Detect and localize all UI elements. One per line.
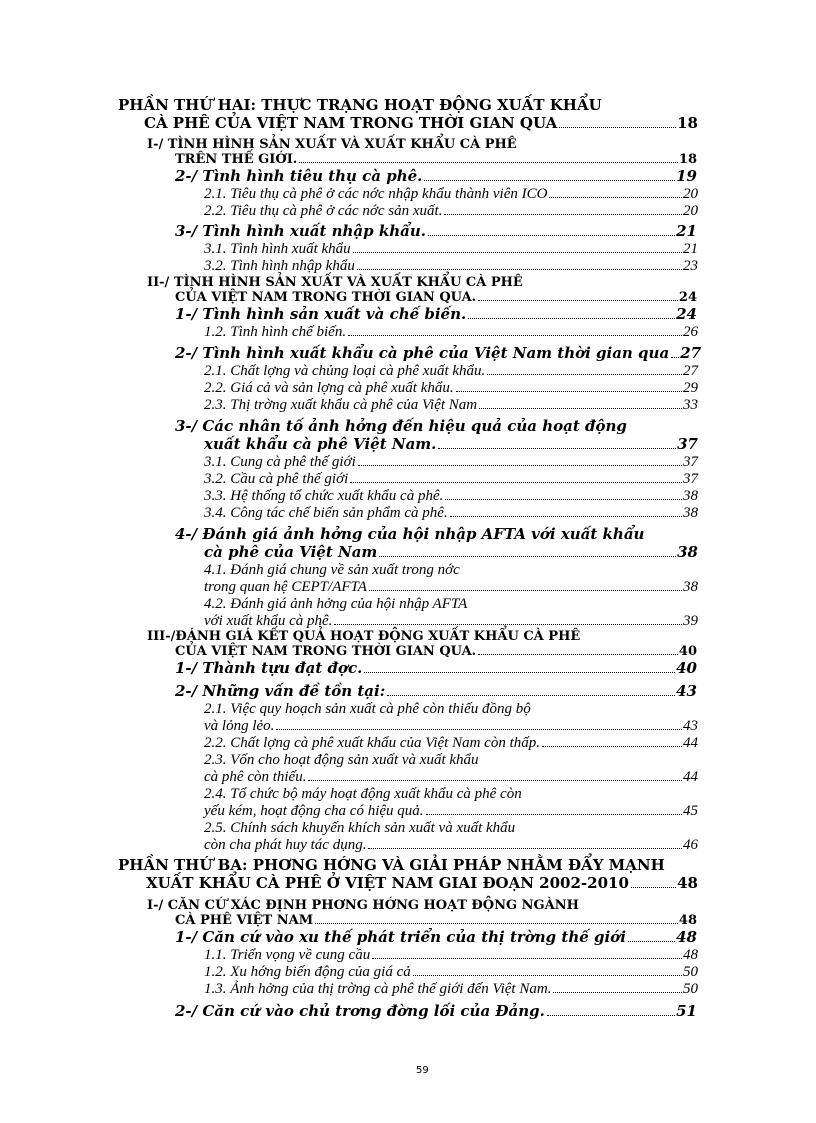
toc-entry: 2.3. Thị trờng xuất khẩu cà phê của Việt Nam 33 [204, 397, 698, 413]
section-2-heading-line1: II-/ TÌNH HÌNH SẢN XUẤT VÀ XUẤT KHẨU CÀ PHÊ [147, 275, 523, 290]
toc-entry: 3.1. Cung cà phê thế giới 37 [204, 454, 698, 470]
toc-entry: 3.2. Cầu cà phê thế giới 37 [204, 471, 698, 487]
toc-entry: 1.2. Xu hớng biến động của giá cả 50 [204, 964, 698, 980]
part-2-heading-line1: PHẦN THỨ HAI: THỰC TRẠNG HOẠT ĐỘNG XUẤT KHẨU [118, 96, 602, 114]
part-3-section-1-heading-line2: CÀ PHÊ VIỆT NAM 48 [175, 913, 697, 928]
toc-entry-line2: còn cha phát huy tác dụng. 46 [204, 837, 698, 853]
toc-entry: 1.2. Tình hình chế biến. 26 [204, 324, 698, 340]
toc-entry-line2: trong quan hệ CEPT/AFTA 38 [204, 579, 698, 595]
toc-entry: 1-/ Thành tựu đạt đợc. 40 [175, 659, 697, 677]
part-3-section-1-heading-line1: I-/ CĂN CỨ XÁC ĐỊNH PHƠNG HỚNG HOẠT ĐỘNG NGÀNH [147, 898, 579, 913]
section-3-heading-line1: III-/ĐÁNH GIÁ KẾT QUẢ HOẠT ĐỘNG XUẤT KHẨU CÀ PHÊ [147, 629, 581, 644]
page-number: 59 [416, 1065, 429, 1076]
toc-entry-line1: 4-/ Đánh giá ảnh hởng của hội nhập AFTA với xuất khẩu [175, 525, 645, 543]
part-3-heading-line1: PHẦN THỨ BA: PHƠNG HỚNG VÀ GIẢI PHÁP NHẰM ĐẨY MẠNH [118, 856, 665, 874]
part-2-heading-line2: CÀ PHÊ CỦA VIỆT NAM TRONG THỜI GIAN QUA 18 [144, 114, 698, 132]
toc-entry: 3.3. Hệ thống tổ chức xuất khẩu cà phê. 38 [204, 488, 698, 504]
toc-entry-line2: xuất khẩu cà phê Việt Nam. 37 [204, 435, 698, 453]
toc-entry: 2-/ Tình hình tiêu thụ cà phê. 19 [175, 167, 697, 185]
toc-entry: 2.2. Giá cả và sản lợng cà phê xuất khẩu. 29 [204, 380, 698, 396]
toc-entry-line2: cà phê của Việt Nam 38 [204, 543, 698, 561]
toc-entry-line1: 2.1. Việc quy hoạch sản xuất cà phê còn thiếu đồng bộ [204, 701, 531, 717]
section-3-heading-line2: CỦA VIỆT NAM TRONG THỜI GIAN QUA. 40 [175, 644, 697, 659]
toc-entry: 2-/ Tình hình xuất khẩu cà phê của Việt Nam thời gian qua 27 [175, 344, 702, 362]
toc-entry-line1: 2.4. Tổ chức bộ máy hoạt động xuất khẩu cà phê còn [204, 786, 522, 802]
toc-entry-line2: và lỏng lẻo. 43 [204, 718, 698, 734]
section-2-heading-line2: CỦA VIỆT NAM TRONG THỜI GIAN QUA. 24 [175, 290, 697, 305]
section-1-heading-line2: TRÊN THẾ GIỚI. 18 [175, 152, 697, 167]
toc-entry: 3.4. Công tác chế biến sản phẩm cà phê. 38 [204, 505, 698, 521]
toc-entry-line1: 3-/ Các nhân tố ảnh hởng đến hiệu quả của hoạt động [175, 417, 627, 435]
toc-entry: 2.1. Tiêu thụ cà phê ở các nớc nhập khẩu thành viên ICO 20 [204, 186, 698, 202]
toc-entry-line1: 4.2. Đánh giá ảnh hởng của hội nhập AFTA [204, 596, 468, 612]
toc-entry: 3-/ Tình hình xuất nhập khẩu. 21 [175, 222, 697, 240]
toc-entry: 2-/ Căn cứ vào chủ trơng đờng lối của Đảng. 51 [175, 1002, 697, 1020]
toc-entry-line2: cà phê còn thiếu. 44 [204, 769, 698, 785]
toc-entry: 2.2. Tiêu thụ cà phê ở các nớc sản xuất. 20 [204, 203, 698, 219]
toc-entry-line1: 2.5. Chính sách khuyến khích sản xuất và xuất khẩu [204, 820, 516, 836]
toc-entry: 1-/ Tình hình sản xuất và chế biến. 24 [175, 305, 697, 323]
part-3-heading-line2: XUẤT KHẨU CÀ PHÊ Ở VIỆT NAM GIAI ĐOẠN 2002-2010 48 [146, 874, 698, 892]
section-1-heading-line1: I-/ TÌNH HÌNH SẢN XUẤT VÀ XUẤT KHẨU CÀ PHÊ [147, 137, 517, 152]
toc-entry-line1: 2.3. Vốn cho hoạt động sản xuất và xuất khẩu [204, 752, 479, 768]
toc-entry: 1-/ Căn cứ vào xu thế phát triển của thị trờng thế giới 48 [175, 928, 697, 946]
toc-entry: 3.2. Tình hình nhập khẩu 23 [204, 258, 698, 274]
toc-entry: 2.2. Chất lợng cà phê xuất khẩu của Việt Nam còn thấp. 44 [204, 735, 698, 751]
toc-entry-line2: yếu kém, hoạt động cha có hiệu quả. 45 [204, 803, 698, 819]
toc-entry-line1: 4.1. Đánh giá chung về sản xuất trong nớc [204, 562, 460, 578]
toc-entry-line2: với xuất khẩu cà phê. 39 [204, 613, 698, 629]
page-ref: 18 [677, 114, 698, 132]
toc-entry: 2.1. Chất lợng và chủng loại cà phê xuất khẩu. 27 [204, 363, 698, 379]
toc-entry: 1.3. Ảnh hởng của thị trờng cà phê thế giới đến Việt Nam. 50 [204, 981, 698, 997]
toc-entry: 1.1. Triển vọng về cung cầu 48 [204, 947, 698, 963]
toc-entry: 3.1. Tình hình xuất khẩu 21 [204, 241, 698, 257]
toc-entry: 2-/ Những vấn đề tồn tại: 43 [175, 682, 697, 700]
